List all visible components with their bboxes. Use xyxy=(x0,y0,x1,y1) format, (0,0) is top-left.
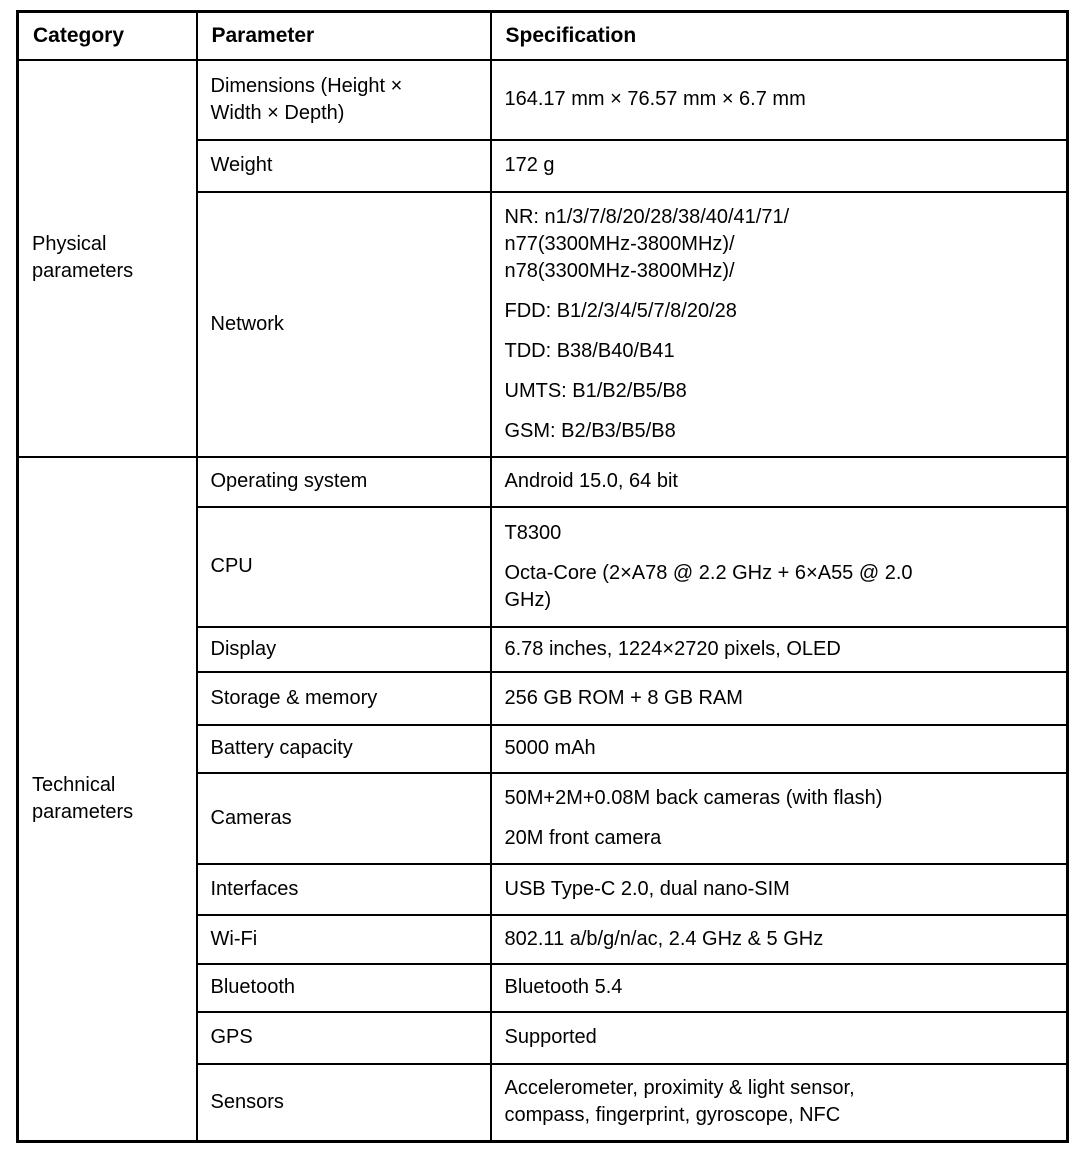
parameter-cell-network xyxy=(197,192,491,457)
header-specification: Specification xyxy=(491,12,1068,60)
parameter-cell-display xyxy=(197,627,491,672)
parameter-cell-battery-capacity xyxy=(197,725,491,773)
spec-cell-interfaces xyxy=(491,864,1068,915)
spec-line: T8300 xyxy=(504,521,562,544)
parameter-cell-sensors xyxy=(197,1064,491,1142)
spec-cell-cpu xyxy=(491,507,1068,627)
parameter-label: GPS xyxy=(210,1026,253,1048)
spec-line: UMTS: B1/B2/B5/B8 xyxy=(504,379,687,402)
spec-line: 164.17 mm × 76.57 mm × 6.7 mm xyxy=(504,88,806,110)
spec-line: 50M+2M+0.08M back cameras (with flash) xyxy=(504,786,883,809)
header-category: Category xyxy=(18,12,197,60)
spec-cell-dimensions xyxy=(491,60,1068,140)
parameter-label: Operating system xyxy=(210,470,368,492)
spec-cell-network xyxy=(491,192,1068,457)
parameter-label: Network xyxy=(210,312,284,335)
table-header-row xyxy=(18,12,1068,60)
category-cell-physical-parameters xyxy=(18,60,197,457)
phone-spec-table xyxy=(16,10,1069,1143)
parameter-label: Display xyxy=(210,637,277,660)
spec-line: Android 15.0, 64 bit xyxy=(504,470,678,492)
spec-line: TDD: B38/B40/B41 xyxy=(504,339,675,362)
parameter-cell-cameras xyxy=(197,773,491,864)
spec-line: 6.78 inches, 1224×2720 pixels, OLED xyxy=(504,637,841,660)
parameter-cell-gps xyxy=(197,1012,491,1064)
spec-cell-bluetooth xyxy=(491,964,1068,1012)
spec-line: GHz) xyxy=(504,588,552,611)
parameter-cell-weight xyxy=(197,140,491,192)
spec-cell-battery-capacity xyxy=(491,725,1068,773)
spec-line: n78(3300MHz-3800MHz)/ xyxy=(504,259,735,282)
spec-line: Supported xyxy=(504,1026,597,1048)
spec-line: 256 GB ROM + 8 GB RAM xyxy=(504,686,743,709)
category-cell-technical-parameters xyxy=(18,457,197,1142)
spec-line: 20M front camera xyxy=(504,826,662,849)
parameter-label: Storage & memory xyxy=(210,686,378,709)
spec-cell-weight xyxy=(491,140,1068,192)
category-label: Physical parameters xyxy=(32,233,134,282)
parameter-cell-interfaces xyxy=(197,864,491,915)
spec-line: 802.11 a/b/g/n/ac, 2.4 GHz & 5 GHz xyxy=(504,927,824,950)
table-row-operating-system xyxy=(18,457,1068,507)
spec-line: Octa-Core (2×A78 @ 2.2 GHz + 6×A55 @ 2.0 xyxy=(504,561,913,584)
spec-line: n77(3300MHz-3800MHz)/ xyxy=(504,232,735,255)
parameter-label: Battery capacity xyxy=(210,737,353,759)
spec-line: Accelerometer, proximity & light sensor, xyxy=(504,1077,855,1100)
parameter-cell-bluetooth xyxy=(197,964,491,1012)
spec-cell-storage-memory xyxy=(491,672,1068,725)
spec-line: USB Type-C 2.0, dual nano-SIM xyxy=(504,877,790,900)
spec-line: FDD: B1/2/3/4/5/7/8/20/28 xyxy=(504,299,737,322)
parameter-label: Cameras xyxy=(210,806,292,829)
parameter-label: Sensors xyxy=(210,1090,284,1113)
table-row-dimensions xyxy=(18,60,1068,140)
parameter-cell-operating-system xyxy=(197,457,491,507)
parameter-label: Interfaces xyxy=(210,877,299,900)
parameter-cell-storage-memory xyxy=(197,672,491,725)
parameter-cell-wifi xyxy=(197,915,491,964)
spec-cell-display xyxy=(491,627,1068,672)
parameter-label: Weight xyxy=(210,154,273,176)
category-label: Technical parameters xyxy=(32,773,134,823)
spec-cell-gps xyxy=(491,1012,1068,1064)
spec-cell-wifi xyxy=(491,915,1068,964)
spec-line: Bluetooth 5.4 xyxy=(504,976,623,998)
spec-cell-cameras xyxy=(491,773,1068,864)
spec-line: compass, fingerprint, gyroscope, NFC xyxy=(504,1104,841,1127)
header-parameter: Parameter xyxy=(197,12,491,60)
parameter-label: Dimensions (Height × xyxy=(210,74,403,97)
parameter-label: CPU xyxy=(210,555,253,577)
spec-line: 5000 mAh xyxy=(504,737,596,759)
parameter-label: Width × Depth) xyxy=(210,101,345,124)
spec-line: NR: n1/3/7/8/20/28/38/40/41/71/ xyxy=(504,205,790,228)
parameter-label: Bluetooth xyxy=(210,976,296,998)
spec-line: 172 g xyxy=(504,154,555,176)
spec-cell-sensors xyxy=(491,1064,1068,1142)
parameter-cell-dimensions xyxy=(197,60,491,140)
parameter-cell-cpu xyxy=(197,507,491,627)
spec-line: GSM: B2/B3/B5/B8 xyxy=(504,419,676,442)
parameter-label: Wi-Fi xyxy=(210,927,258,950)
spec-cell-operating-system xyxy=(491,457,1068,507)
